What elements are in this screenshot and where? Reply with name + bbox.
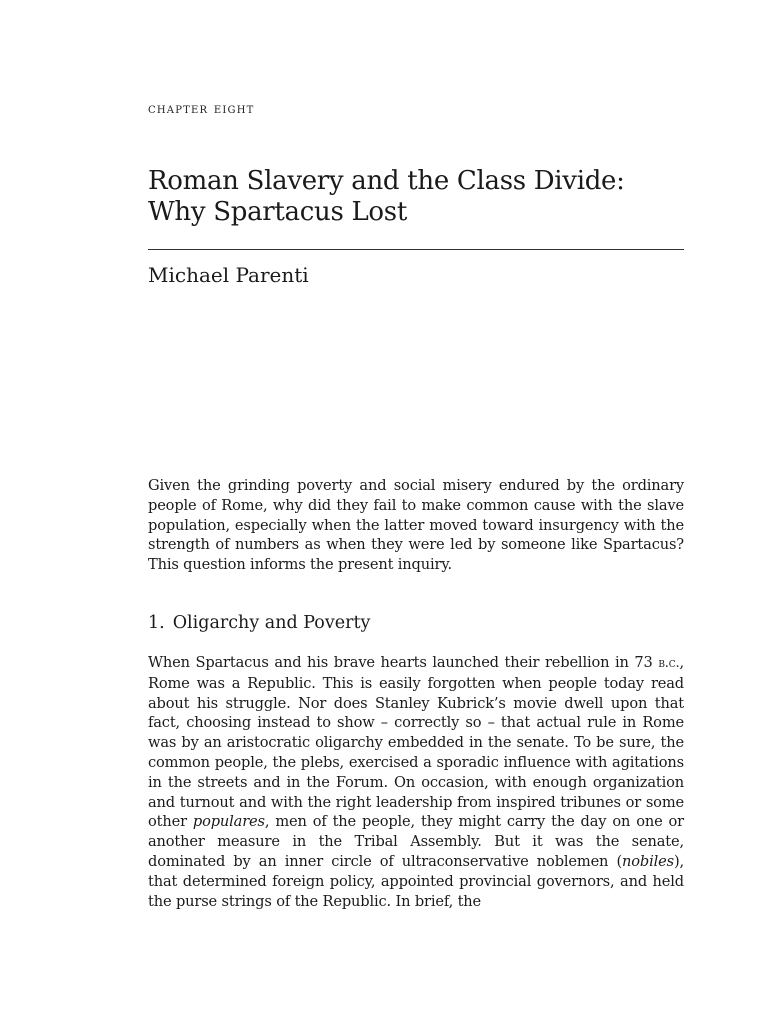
era-abbreviation: b.c. xyxy=(658,656,680,671)
term-populares: populares xyxy=(192,813,265,831)
body-text-part3: , men of the people, they might carry the day on one or another measure in the Tribal Assembly. But it was the senate, dominated by an inner circle of ultraconservative noblemen ( xyxy=(148,813,684,870)
body-paragraph xyxy=(148,653,684,911)
chapter-title xyxy=(148,166,684,228)
section-title: Oligarchy and Poverty xyxy=(172,613,371,633)
author-name: Michael Parenti xyxy=(148,263,309,287)
body-text-part1: When Spartacus and his brave hearts launched their rebellion in 73 xyxy=(148,654,659,671)
section-heading xyxy=(148,612,370,634)
intro-paragraph: Given the grinding poverty and social misery endured by the ordinary people of Rome, why did they fail to make common cause with the slave population, especially when the latter moved toward insurgency with the strength of numbers as when they were led by someone like Spartacus? This question informs the present inquiry. xyxy=(148,477,684,574)
chapter-label: chapter eight xyxy=(148,101,255,117)
term-nobiles: nobiles xyxy=(622,852,674,870)
chapter-title-line1: Roman Slavery and the Class Divide: xyxy=(148,166,625,196)
chapter-title-line2: Why Spartacus Lost xyxy=(148,197,407,227)
body-text-part2: , Rome was a Republic. This is easily forgotten when people today read about his struggle. Nor does Stanley Kubrick’s movie dwell upon that fact, choosing instead to show – correctly so – that actual rule in Rome was by an aristocratic oligarchy embedded in the senate. To be sure, the common people, the plebs, exercised a sporadic influence with agitations in the streets and in the Forum. On occasion, with enough organization and turnout and with the right leadership from inspired tribunes or some other xyxy=(148,654,684,831)
body-text-part4: ), that determined foreign policy, appointed provincial governors, and held the purse strings of the Republic. In brief, the xyxy=(148,852,684,910)
title-divider xyxy=(148,249,684,250)
section-number: 1. xyxy=(148,613,165,633)
